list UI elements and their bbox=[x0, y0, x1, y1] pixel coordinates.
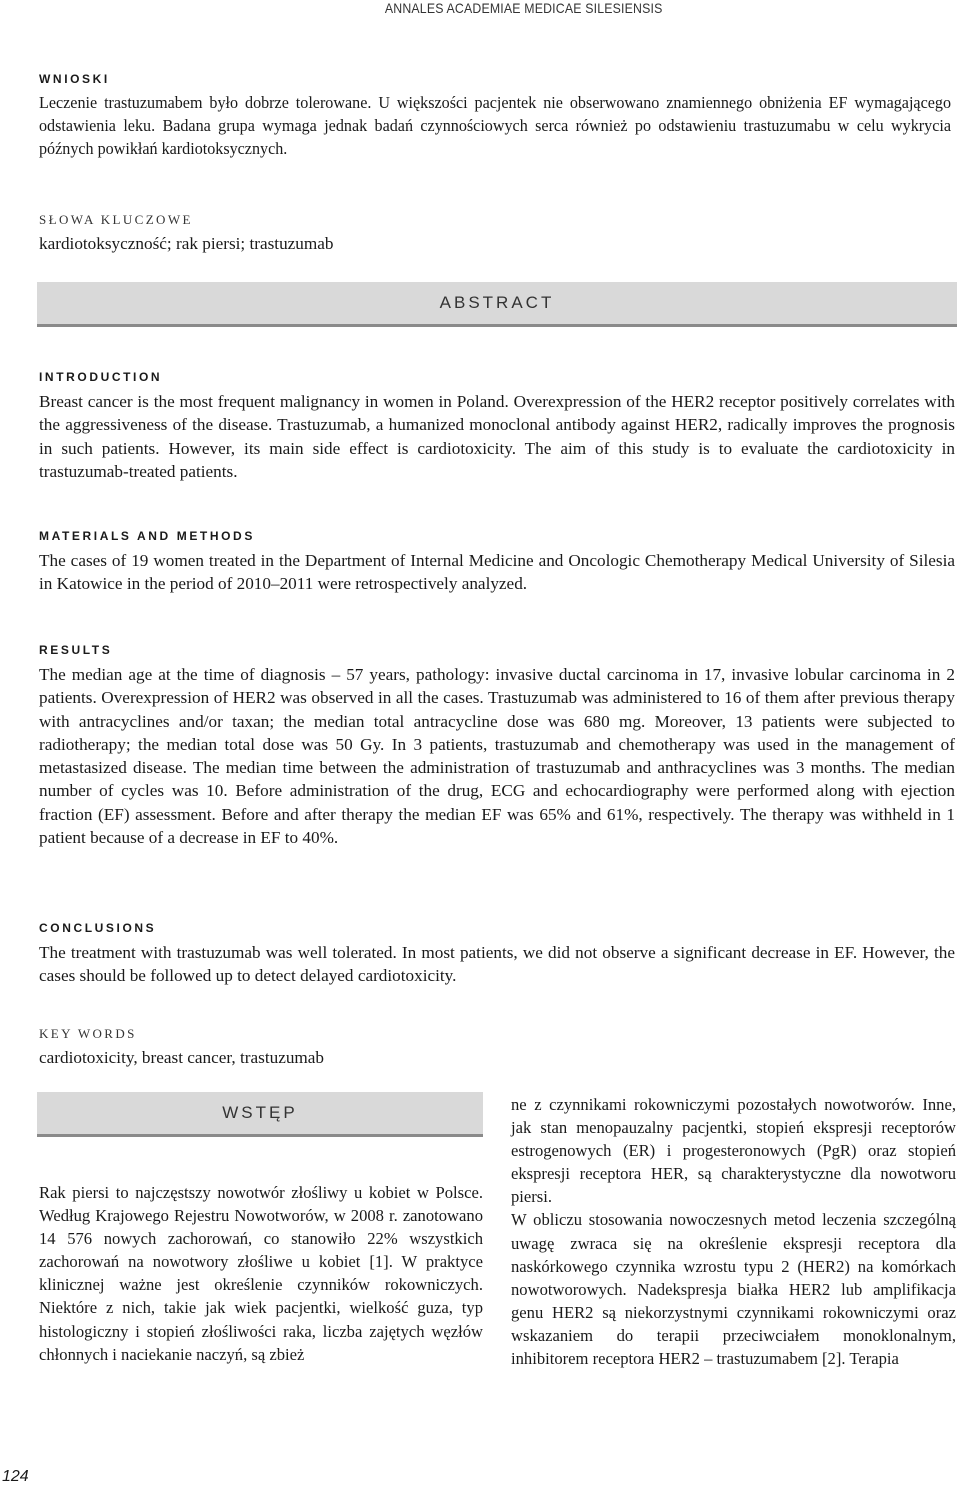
polish-keywords-heading: SŁOWA KLUCZOWE bbox=[39, 212, 193, 227]
polish-keywords-text: kardiotoksyczność; rak piersi; trastuzumab bbox=[39, 234, 334, 253]
wstep-banner bbox=[37, 1092, 483, 1137]
intro-right-column bbox=[511, 1093, 956, 1370]
conclusions-section bbox=[39, 921, 955, 988]
intro-left-paragraph: Rak piersi to najczęstszy nowotwór złośliwy u kobiet w Polsce. Według Krajowego Rejestru Nowotworów, w 2008 r. zanotowano 14 576 nowych zachorowań, co stanowiło 22% wszystkich zachorowań na nowotwory złośliwe u kobiet [1]. W praktyce klinicznej ważne jest określenie czynników rokowniczych. Niektóre z nich, takie jak wiek pacjentki, wielkość guza, typ histologiczny i stopień złośliwości raka, liczba zajętych węzłów chłonnych i naciekanie naczyń, są zbież bbox=[39, 1183, 483, 1364]
methods-section bbox=[39, 529, 955, 596]
abstract-banner-label: ABSTRACT bbox=[439, 293, 555, 312]
results-text: The median age at the time of diagnosis – 57 years, pathology: invasive ductal carcinoma in 17, invasive lobular carcinoma in 2 patients. Overexpression of HER2 was observed in all the cases. Trastuzumab was administered to 16 of them after previous therapy with antracyclines and/or taxan; the median total antracycline dose was 680 mg. Moreover, 13 patients were subjected to radiotherapy; the median total dose was 50 Gy. In 3 patients, trastuzumab and chemotherapy was used in the management of metastasized disease. The median time between the administration of trastuzumab and anthracyclines was 3 months. The median number of cycles was 10. Before administration of the drug, ECG and echocardiography were performed along with ejection fraction (EF) assessment. Before and after therapy the median EF was 65% and 61%, respectively. The therapy was withheld in 1 patient because of a decrease in EF to 40%. bbox=[39, 665, 955, 848]
keywords-section bbox=[39, 1026, 955, 1069]
wstep-banner-label: WSTĘP bbox=[222, 1103, 298, 1122]
methods-text: The cases of 19 women treated in the Department of Internal Medicine and Oncologic Chemotherapy Medical University of Silesia in Katowice in the period of 2010–2011 were retrospectively analyzed. bbox=[39, 551, 955, 594]
abstract-banner bbox=[37, 282, 957, 327]
results-heading: RESULTS bbox=[39, 643, 113, 657]
introduction-section bbox=[39, 370, 955, 483]
journal-title: ANNALES ACADEMIAE MEDICAE SILESIENSIS bbox=[384, 0, 662, 16]
conclusions-heading: CONCLUSIONS bbox=[39, 921, 157, 935]
introduction-heading: INTRODUCTION bbox=[39, 370, 163, 384]
polish-conclusions-heading: WNIOSKI bbox=[39, 72, 110, 86]
methods-heading: MATERIALS AND METHODS bbox=[39, 529, 255, 543]
intro-right-paragraph-2: W obliczu stosowania nowoczesnych metod leczenia szczególną uwagę zwraca się na określenie ekspresji receptora dla naskórkowego czynnika wzrostu typu 2 (HER2) na komórkach nowotworowych. Nadekspresja białka HER2 lub amplifikacja genu HER2 są niekorzystnymi czynnikami rokowniczymi oraz wskazaniem do terapii przeciwciałem monoklonalnym, inhibitorem receptora HER2 – trastuzumabem [2]. Terapia bbox=[511, 1210, 956, 1369]
keywords-text: cardiotoxicity, breast cancer, trastuzumab bbox=[39, 1048, 325, 1067]
polish-keywords-section bbox=[39, 212, 955, 255]
polish-conclusions-text: Leczenie trastuzumabem było dobrze tolerowane. U większości pacjentek nie obserwowano znamiennego obniżenia EF wymagającego odstawienia leku. Badana grupa wymaga jednak badań czynnościowych serca również po odstawieniu trastuzumabu w celu wykrycia późnych powikłań kardiotoksycznych. bbox=[39, 93, 951, 158]
keywords-heading: KEY WORDS bbox=[39, 1026, 137, 1041]
results-section bbox=[39, 643, 955, 849]
intro-right-paragraph-1: ne z czynnikami rokowniczymi pozostałych nowotworów. Inne, jak stan menopauzalny pacjentki, stopień ekspresji receptorów estrogenowych (ER) i progesteronowych (PgR) oraz stopień ekspresji receptora HER, są charakterystyczne dla nowotworu piersi. bbox=[511, 1095, 956, 1207]
introduction-text: Breast cancer is the most frequent malignancy in women in Poland. Overexpression of the HER2 receptor positively correlates with the aggressiveness of the disease. Trastuzumab, a humanized monoclonal antibody against HER2, radically improves the prognosis in such patients. However, its main side effect is cardiotoxicity. The aim of this study is to evaluate the cardiotoxicity in trastuzumab-treated patients. bbox=[39, 392, 955, 481]
intro-left-column bbox=[39, 1181, 483, 1366]
page-number: 124 bbox=[2, 1468, 29, 1485]
polish-conclusions-section bbox=[39, 72, 955, 160]
conclusions-text: The treatment with trastuzumab was well tolerated. In most patients, we did not observe a significant decrease in EF. However, the cases should be followed up to detect delayed cardiotoxicity. bbox=[39, 943, 955, 986]
